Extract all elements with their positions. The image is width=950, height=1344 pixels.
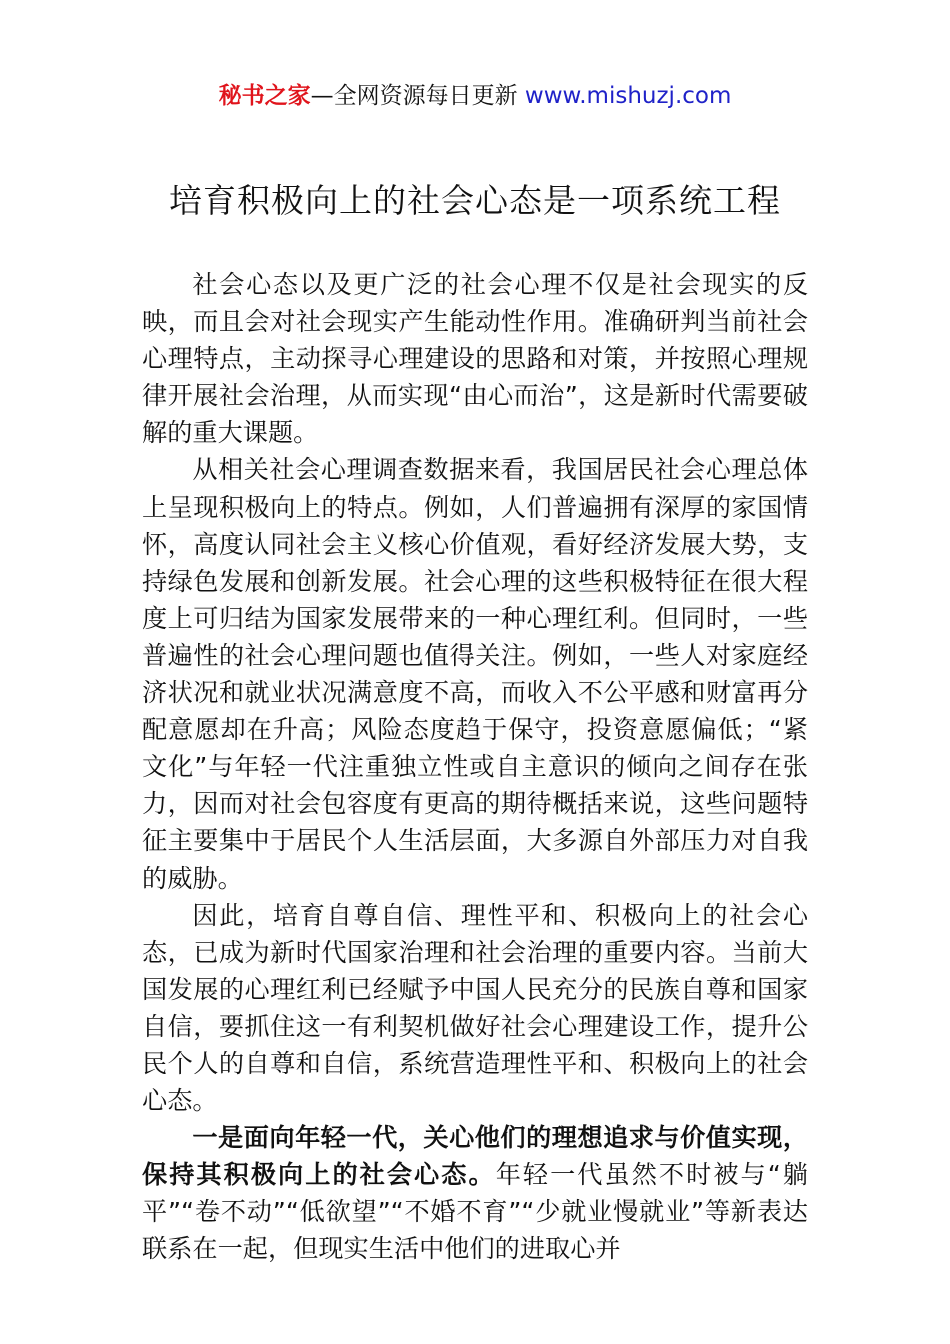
site-tagline: —全网资源每日更新 [310,83,525,109]
document-body [142,266,808,1268]
paragraph-text: 社会心态以及更广泛的社会心理不仅是社会现实的反映，而且会对社会现实产生能动性作用。准确研判当前社会心理特点，主动探寻心理建设的思路和对策，并按照心理规律开展社会治理，从而实现“由心而治”，这是新时代需要破解的重大课题。 [142,270,808,448]
site-header [0,80,950,112]
paragraph-text: 从相关社会心理调查数据来看，我国居民社会心理总体上呈现积极向上的特点。例如，人们普遍拥有深厚的家国情怀，高度认同社会主义核心价值观，看好经济发展大势，支持绿色发展和创新发展。社会心理的这些积极特征在很大程度上可归结为国家发展带来的一种心理红利。但同时，一些普遍性的社会心理问题也值得关注。例如，一些人对家庭经济状况和就业状况满意度不高，而收入不公平感和财富再分配意愿却在升高；风险态度趋于保守，投资意愿偏低；“紧文化”与年轻一代注重独立性或自主意识的倾向之间存在张力，因而对社会包容度有更高的期待概括来说，这些问题特征主要集中于居民个人生活层面，大多源自外部压力对自我的威胁。 [142,455,808,893]
paragraph-2 [142,451,808,896]
paragraph-4 [142,1119,808,1267]
paragraph-lead-bold: 一是面向年轻一代，关心他们的理想追求与价值实现，保持其积极向上的社会心态。 [142,1123,808,1190]
document-title: 培育积极向上的社会心态是一项系统工程 [169,181,781,220]
paragraph-3 [142,897,808,1120]
paragraph-text: 年轻一代虽然不时被与“躺平”“卷不动”“低欲望”“不婚不育”“少就业慢就业”等新表达联系在一起，但现实生活中他们的进取心并 [142,1160,808,1264]
paragraph-1 [142,266,808,451]
site-brand: 秘书之家 [218,83,311,109]
site-url-link[interactable]: www.mishuzj.com [524,83,732,109]
paragraph-text: 因此，培育自尊自信、理性平和、积极向上的社会心态，已成为新时代国家治理和社会治理的重要内容。当前大国发展的心理红利已经赋予中国人民充分的民族自尊和国家自信，要抓住这一有利契机做好社会心理建设工作，提升公民个人的自尊和自信，系统营造理性平和、积极向上的社会心态。 [142,900,808,1116]
